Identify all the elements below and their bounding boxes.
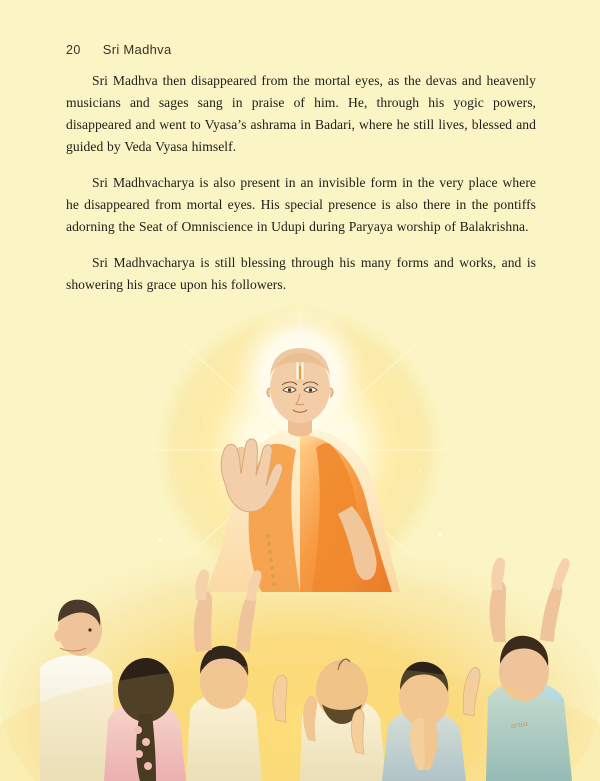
body-text [66,70,536,296]
illustration-figure [0,300,600,781]
running-head: Sri Madhva [102,42,172,57]
illustration-artwork [0,300,600,781]
page-number: 20 [66,43,81,57]
paragraph: Sri Madhva then disappeared from the mortal eyes, as the devas and heavenly musicians and sages sang in praise of him. He, through his yogic powers, disappeared and went to Vyasa’s ashrama in Badari, where he still lives, blessed and guided by Veda Vyasa himself. [66,73,536,155]
page-header [66,42,171,57]
paragraph: Sri Madhvacharya is still blessing through his many forms and works, and is showering his grace upon his followers. [66,255,536,293]
artist-signature: artist [510,718,529,731]
paragraph: Sri Madhvacharya is also present in an invisible form in the very place where he disappeared from mortal eyes. His special presence is also there in the pontiffs adorning the Seat of Omniscience in Udupi during Paryaya worship of Balakrishna. [66,175,536,235]
